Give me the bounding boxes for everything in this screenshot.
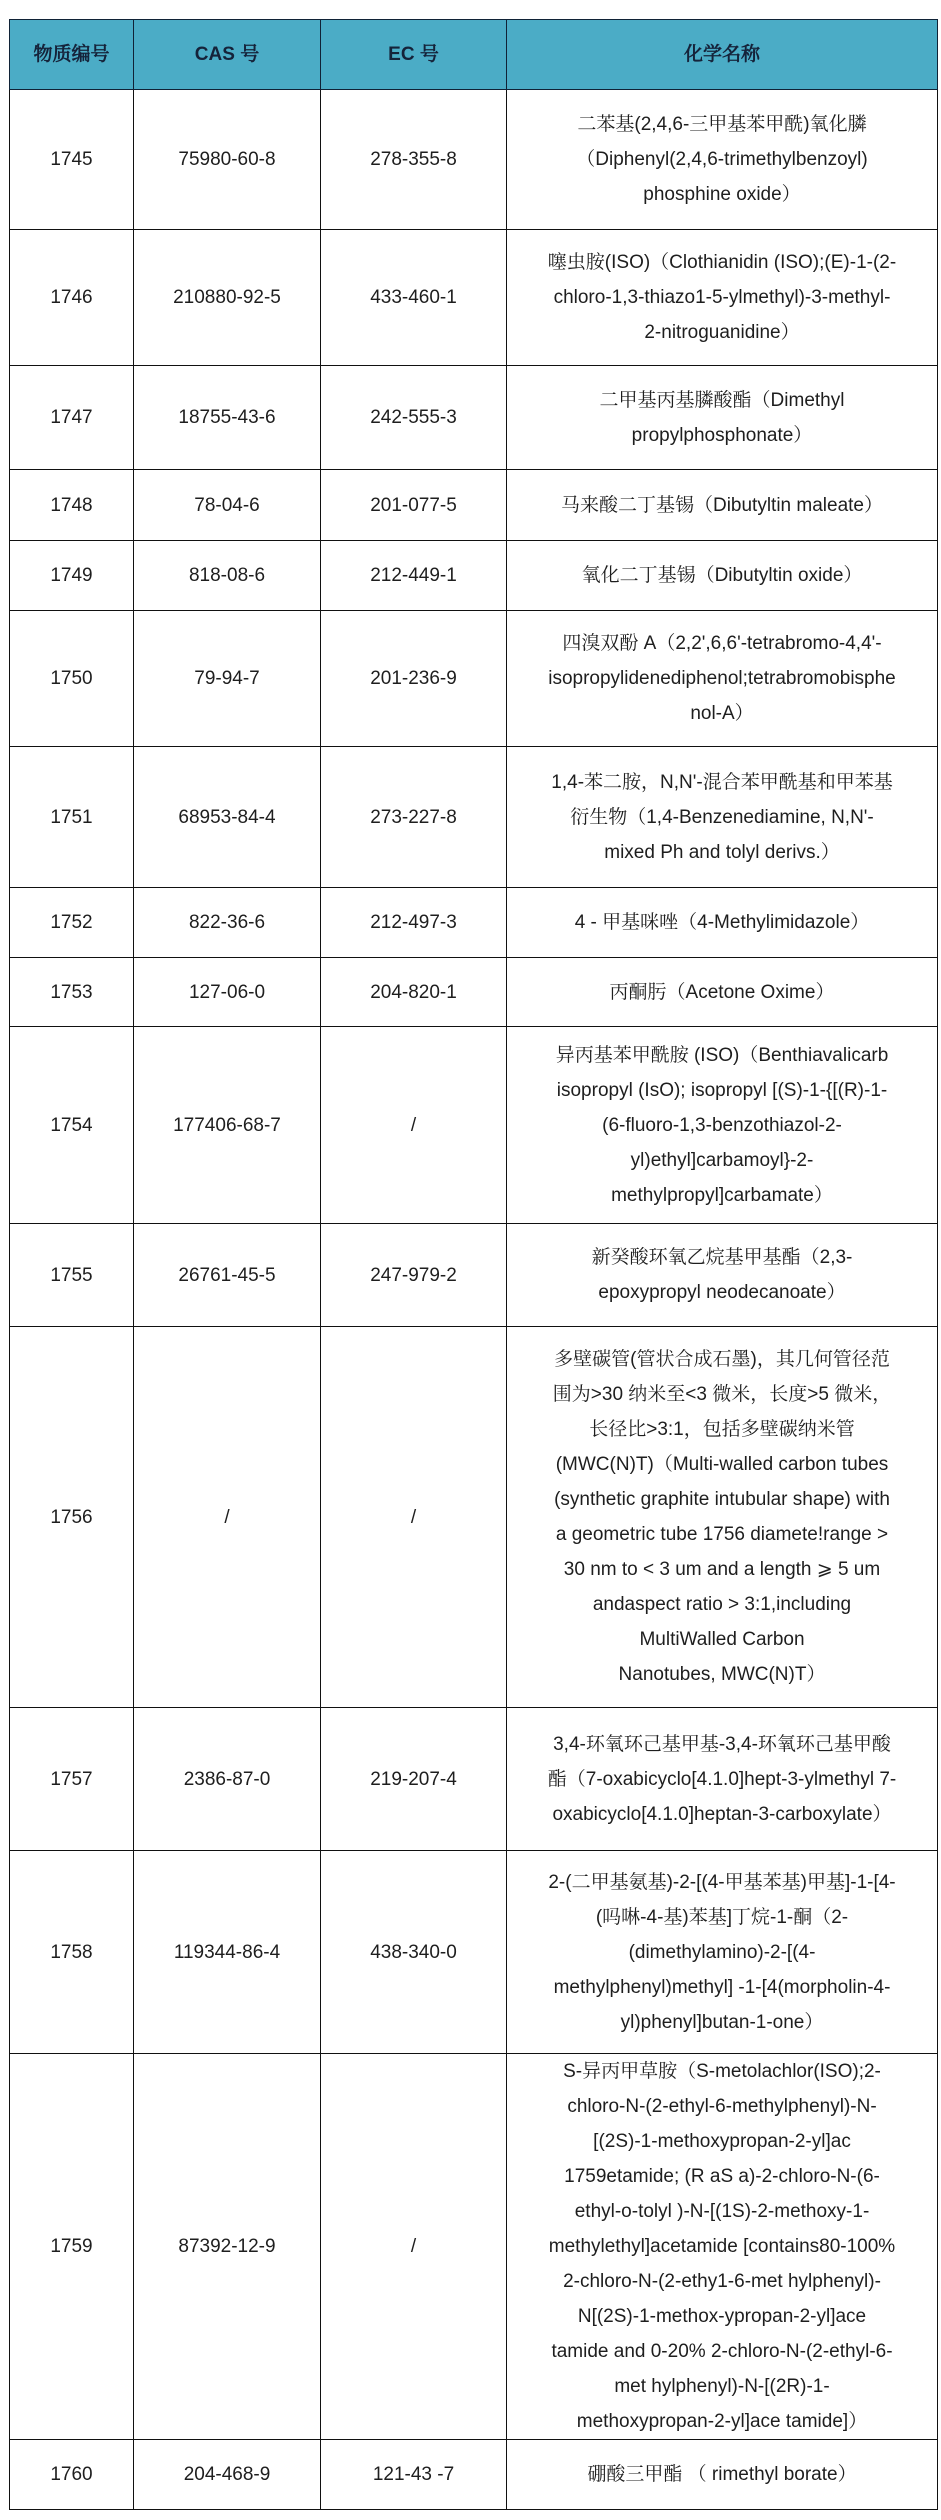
substance-no-cell: 1752 bbox=[10, 888, 134, 958]
chemical-name-line: isopropylidenediphenol;tetrabromobisphe bbox=[548, 668, 896, 689]
chemical-name-line: (synthetic graphite intubular shape) with bbox=[554, 1489, 890, 1510]
ec-no-cell: 121-43 -7 bbox=[321, 2440, 507, 2510]
chemical-name-line: a geometric tube 1756 diamete!range > bbox=[555, 1524, 889, 1545]
chemical-name-line: 四溴双酚 A（2,2',6,6'-tetrabromo-4,4'- bbox=[562, 633, 882, 654]
chemical-name-line: 异丙基苯甲酰胺 (ISO)（Benthiavalicarb bbox=[555, 1044, 889, 1066]
table-body bbox=[10, 90, 938, 2510]
chemical-name-line: 二苯基(2,4,6-三甲基苯甲酰)氧化膦 bbox=[577, 114, 867, 135]
substance-no-cell: 1747 bbox=[10, 366, 134, 470]
chemical-name-line: 二甲基丙基膦酸酯（Dimethyl bbox=[599, 389, 845, 411]
chemical-name-cell bbox=[507, 470, 938, 541]
substance-no-cell: 1754 bbox=[10, 1027, 134, 1224]
chemical-name-cell bbox=[507, 1224, 938, 1327]
table-row bbox=[10, 1027, 938, 1224]
chemical-name-line: 长径比>3:1，包括多壁碳纳米管 bbox=[589, 1419, 855, 1440]
chemical-name-line: isopropyl (IsO); isopropyl [(S)-1-{[(R)-1- bbox=[556, 1079, 888, 1101]
chemical-name-line: (dimethylamino)-2-[(4- bbox=[628, 1941, 816, 1963]
chemical-name-line: yl)ethyl]carbamoyl}-2- bbox=[630, 1149, 814, 1171]
chemical-name-line: （Diphenyl(2,4,6-trimethylbenzoyl) bbox=[576, 149, 868, 170]
chemical-name-cell bbox=[507, 90, 938, 230]
cas-no-cell: / bbox=[134, 1327, 321, 1708]
chemical-name-line: 30 nm to < 3 um and a length ⩾ 5 um bbox=[563, 1559, 881, 1580]
substance-no-cell: 1746 bbox=[10, 230, 134, 366]
chemical-name-line: chloro-1,3-thiazo1-5-ylmethyl)-3-methyl- bbox=[553, 287, 891, 308]
table-row bbox=[10, 541, 938, 611]
header-chemical-name: 化学名称 bbox=[507, 20, 938, 90]
table-row bbox=[10, 2440, 938, 2510]
chemical-name-line: epoxypropyl neodecanoate） bbox=[598, 1282, 846, 1303]
substance-no-cell: 1759 bbox=[10, 2054, 134, 2440]
chemical-name-cell bbox=[507, 611, 938, 747]
chemical-name-cell bbox=[507, 888, 938, 958]
chemical-name-line: ethyl-o-tolyl )-N-[(1S)-2-methoxy-1- bbox=[574, 2201, 870, 2222]
substance-no-cell: 1753 bbox=[10, 958, 134, 1027]
ec-no-cell: 201-236-9 bbox=[321, 611, 507, 747]
table-row bbox=[10, 470, 938, 541]
chemical-name-line: 2-(二甲基氨基)-2-[(4-甲基苯基)甲基]-1-[4- bbox=[548, 1871, 896, 1893]
ec-no-cell: 433-460-1 bbox=[321, 230, 507, 366]
cas-no-cell: 75980-60-8 bbox=[134, 90, 321, 230]
chemical-name-line: (MWC(N)T)（Multi-walled carbon tubes bbox=[555, 1454, 889, 1475]
chemical-name-line: oxabicyclo[4.1.0]heptan-3-carboxylate） bbox=[552, 1803, 892, 1825]
ec-no-cell: 219-207-4 bbox=[321, 1708, 507, 1851]
substance-no-cell: 1757 bbox=[10, 1708, 134, 1851]
chemical-name-cell bbox=[507, 747, 938, 888]
chemical-name-line: chloro-N-(2-ethyl-6-methylphenyl)-N- bbox=[567, 2096, 877, 2117]
substance-no-cell: 1760 bbox=[10, 2440, 134, 2510]
chemical-name-line: 新癸酸环氧乙烷基甲基酯（2,3- bbox=[591, 1247, 853, 1268]
ec-no-cell: / bbox=[321, 1327, 507, 1708]
ec-no-cell: 242-555-3 bbox=[321, 366, 507, 470]
table-row bbox=[10, 1851, 938, 2054]
ec-no-cell: 204-820-1 bbox=[321, 958, 507, 1027]
chemical-name-line: 2-chloro-N-(2-ethy1-6-met hylphenyl)- bbox=[563, 2271, 881, 2292]
chemical-name-line: 围为>30 纳米至<3 微米，长度>5 微米， bbox=[552, 1384, 892, 1405]
chemical-name-line: N[(2S)-1-methox-ypropan-2-yl]ace bbox=[577, 2306, 867, 2327]
cas-no-cell: 26761-45-5 bbox=[134, 1224, 321, 1327]
cas-no-cell: 177406-68-7 bbox=[134, 1027, 321, 1224]
table-row bbox=[10, 366, 938, 470]
header-cas-no: CAS 号 bbox=[134, 20, 321, 90]
substance-table bbox=[9, 19, 938, 2510]
table-row bbox=[10, 888, 938, 958]
chemical-name-line: 衍生物（1,4-Benzenediamine, N,N'- bbox=[570, 806, 874, 828]
substance-no-cell: 1749 bbox=[10, 541, 134, 611]
table-row bbox=[10, 230, 938, 366]
substance-no-cell: 1756 bbox=[10, 1327, 134, 1708]
ec-no-cell: / bbox=[321, 2054, 507, 2440]
chemical-name-line: (6-fluoro-1,3-benzothiazol-2- bbox=[602, 1114, 842, 1136]
chemical-name-line: methylethyl]acetamide [contains80-100% bbox=[548, 2236, 896, 2257]
table-row bbox=[10, 2054, 938, 2440]
table-row bbox=[10, 611, 938, 747]
substance-no-cell: 1745 bbox=[10, 90, 134, 230]
chemical-name-cell bbox=[507, 230, 938, 366]
ec-no-cell: 212-497-3 bbox=[321, 888, 507, 958]
chemical-name-cell bbox=[507, 541, 938, 611]
chemical-name-line: 2-nitroguanidine） bbox=[644, 322, 800, 343]
chemical-name-line: MultiWalled Carbon bbox=[639, 1629, 805, 1650]
table-row bbox=[10, 958, 938, 1027]
table-header-row bbox=[10, 20, 938, 90]
ec-no-cell: 273-227-8 bbox=[321, 747, 507, 888]
substance-no-cell: 1751 bbox=[10, 747, 134, 888]
ec-no-cell: 212-449-1 bbox=[321, 541, 507, 611]
table-row bbox=[10, 1224, 938, 1327]
chemical-name-line: methoxypropan-2-yl]ace tamide]） bbox=[576, 2411, 868, 2432]
chemical-name-line: mixed Ph and tolyl derivs.） bbox=[604, 841, 840, 863]
chemical-name-line: propylphosphonate） bbox=[631, 424, 813, 446]
chemical-name-line: nol-A） bbox=[690, 703, 754, 724]
ec-no-cell: 201-077-5 bbox=[321, 470, 507, 541]
chemical-name-cell bbox=[507, 1027, 938, 1224]
chemical-name-line: 丙酮肟（Acetone Oxime） bbox=[609, 981, 835, 1003]
ec-no-cell: 438-340-0 bbox=[321, 1851, 507, 2054]
chemical-name-cell bbox=[507, 2054, 938, 2440]
chemical-name-cell bbox=[507, 1851, 938, 2054]
chemical-name-line: 3,4-环氧环己基甲基-3,4-环氧环己基甲酸 bbox=[553, 1733, 891, 1755]
substance-no-cell: 1750 bbox=[10, 611, 134, 747]
chemical-name-cell bbox=[507, 366, 938, 470]
chemical-name-line: phosphine oxide） bbox=[643, 184, 801, 205]
chemical-name-line: 氧化二丁基锡（Dibutyltin oxide） bbox=[581, 565, 863, 586]
chemical-name-line: 1759etamide; (R aS a)-2-chloro-N-(6- bbox=[564, 2166, 880, 2187]
chemical-name-line: 多壁碳管(管状合成石墨)，其几何管径范 bbox=[554, 1349, 890, 1370]
chemical-name-line: S-异丙甲草胺（S-metolachlor(ISO);2- bbox=[563, 2061, 881, 2082]
cas-no-cell: 127-06-0 bbox=[134, 958, 321, 1027]
chemical-name-line: 噻虫胺(ISO)（Clothianidin (ISO);(E)-1-(2- bbox=[547, 252, 897, 273]
chemical-name-line: methylphenyl)methyl] -1-[4(morpholin-4- bbox=[553, 1976, 891, 1998]
cas-no-cell: 204-468-9 bbox=[134, 2440, 321, 2510]
substance-no-cell: 1758 bbox=[10, 1851, 134, 2054]
chemical-name-line: Nanotubes, MWC(N)T） bbox=[618, 1664, 826, 1685]
chemical-name-line: andaspect ratio > 3:1,including bbox=[592, 1594, 852, 1615]
chemical-name-line: methylpropyl]carbamate） bbox=[611, 1184, 833, 1206]
chemical-name-cell bbox=[507, 1708, 938, 1851]
chemical-name-line: 4 - 甲基咪唑（4-Methylimidazole） bbox=[574, 912, 870, 933]
cas-no-cell: 18755-43-6 bbox=[134, 366, 321, 470]
chemical-name-line: tamide and 0-20% 2-chloro-N-(2-ethyl-6- bbox=[551, 2341, 893, 2362]
chemical-name-line: 硼酸三甲酯 （ rimethyl borate） bbox=[587, 2464, 857, 2485]
chemical-name-line: [(2S)-1-methoxypropan-2-yl]ac bbox=[593, 2131, 851, 2152]
chemical-name-cell bbox=[507, 2440, 938, 2510]
table-row bbox=[10, 1327, 938, 1708]
table-row bbox=[10, 747, 938, 888]
ec-no-cell: 278-355-8 bbox=[321, 90, 507, 230]
ec-no-cell: 247-979-2 bbox=[321, 1224, 507, 1327]
chemical-name-line: met hylphenyl)-N-[(2R)-1- bbox=[614, 2376, 830, 2397]
chemical-name-cell bbox=[507, 958, 938, 1027]
ec-no-cell: / bbox=[321, 1027, 507, 1224]
chemical-name-line: (吗啉-4-基)苯基]丁烷-1-酮（2- bbox=[595, 1906, 849, 1928]
chemical-name-line: 酯（7-oxabicyclo[4.1.0]hept-3-ylmethyl 7- bbox=[547, 1768, 897, 1790]
cas-no-cell: 2386-87-0 bbox=[134, 1708, 321, 1851]
cas-no-cell: 119344-86-4 bbox=[134, 1851, 321, 2054]
cas-no-cell: 78-04-6 bbox=[134, 470, 321, 541]
cas-no-cell: 79-94-7 bbox=[134, 611, 321, 747]
cas-no-cell: 210880-92-5 bbox=[134, 230, 321, 366]
header-substance-no: 物质编号 bbox=[10, 20, 134, 90]
chemical-name-cell bbox=[507, 1327, 938, 1708]
cas-no-cell: 822-36-6 bbox=[134, 888, 321, 958]
cas-no-cell: 818-08-6 bbox=[134, 541, 321, 611]
header-ec-no: EC 号 bbox=[321, 20, 507, 90]
table-row bbox=[10, 90, 938, 230]
substance-no-cell: 1748 bbox=[10, 470, 134, 541]
chemical-name-line: 马来酸二丁基锡（Dibutyltin maleate） bbox=[560, 494, 884, 516]
chemical-name-line: 1,4-苯二胺，N,N'-混合苯甲酰基和甲苯基 bbox=[551, 771, 893, 793]
table-row bbox=[10, 1708, 938, 1851]
cas-no-cell: 68953-84-4 bbox=[134, 747, 321, 888]
chemical-name-line: yl)phenyl]butan-1-one） bbox=[620, 2011, 824, 2033]
cas-no-cell: 87392-12-9 bbox=[134, 2054, 321, 2440]
substance-no-cell: 1755 bbox=[10, 1224, 134, 1327]
